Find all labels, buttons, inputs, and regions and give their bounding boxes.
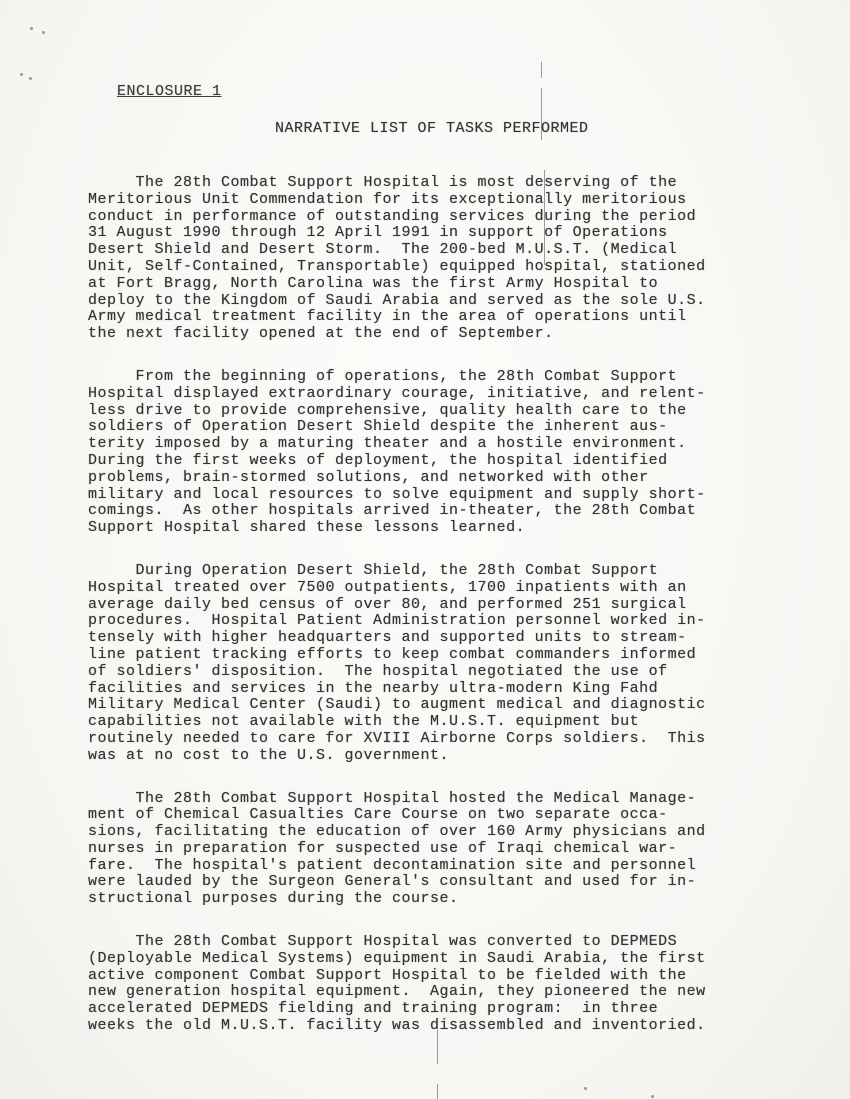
text-line: line patient tracking efforts to keep combat commanders informed [88, 645, 697, 663]
paragraph [88, 934, 810, 1035]
scan-artifact [541, 62, 542, 78]
text-line: From the beginning of operations, the 28th Combat Support [88, 367, 678, 385]
text-line: The 28th Combat Support Hospital is most deserving of the [88, 174, 678, 191]
text-line: military and local resources to solve equipment and supply short- [88, 485, 706, 503]
text-line: capabilities not available with the M.U.S.T. equipment but [88, 713, 640, 731]
scan-artifact [42, 31, 45, 34]
document-body [88, 175, 810, 1035]
scan-artifact [20, 73, 23, 76]
text-line: the next facility opened at the end of September. [88, 325, 554, 343]
text-line: Hospital displayed extraordinary courage, initiative, and relent- [88, 384, 706, 402]
text-line: Meritorious Unit Commendation for its exceptionally meritorious [88, 190, 687, 208]
text-line: average daily bed census of over 80, and performed 251 surgical [88, 595, 687, 613]
text-line: active component Combat Support Hospital to be fielded with the [88, 966, 687, 984]
text-line: terity imposed by a maturing theater and a hostile environment. [88, 435, 687, 453]
text-line: ment of Chemical Casualties Care Course on two separate occa- [88, 806, 668, 824]
scan-artifact [29, 77, 32, 80]
text-line: The 28th Combat Support Hospital was converted to DEPMEDS [88, 933, 678, 951]
scanned-text-area [88, 82, 810, 1035]
text-line: was at no cost to the U.S. government. [88, 746, 450, 764]
text-line: Military Medical Center (Saudi) to augment medical and diagnostic [88, 696, 706, 714]
text-line: routinely needed to care for XVIII Airborne Corps soldiers. This [88, 729, 706, 747]
text-line: sions, facilitating the education of over 160 Army physicians and [88, 823, 706, 841]
text-line: The 28th Combat Support Hospital hosted the Medical Manage- [88, 789, 697, 807]
page-title: NARRATIVE LIST OF TASKS PERFORMED [275, 120, 589, 137]
text-line: accelerated DEPMEDS fielding and training program: in three [88, 1000, 659, 1018]
scan-artifact [584, 1087, 587, 1090]
scan-artifact [651, 1095, 654, 1098]
text-line: Hospital treated over 7500 outpatients, 1700 inpatients with an [88, 578, 687, 596]
text-line: Army medical treatment facility in the area of operations until [88, 308, 687, 326]
text-line: were lauded by the Surgeon General's consultant and used for in- [88, 873, 697, 891]
text-line: fare. The hospital's patient decontamination site and personnel [88, 856, 697, 874]
scan-artifact [30, 27, 33, 30]
text-line: structional purposes during the course. [88, 890, 459, 908]
paragraph [88, 175, 810, 343]
text-line: at Fort Bragg, North Carolina was the first Army Hospital to [88, 274, 659, 292]
text-line: conduct in performance of outstanding services during the period [88, 207, 697, 225]
paragraph [88, 369, 810, 537]
text-line: procedures. Hospital Patient Administration personnel worked in- [88, 612, 706, 630]
text-line: less drive to provide comprehensive, quality health care to the [88, 401, 687, 419]
text-line: tensely with higher headquarters and supported units to stream- [88, 629, 687, 647]
text-line: Support Hospital shared these lessons learned. [88, 519, 526, 537]
text-line: nurses in preparation for suspected use of Iraqi chemical war- [88, 839, 678, 857]
text-line: During Operation Desert Shield, the 28th Combat Support [88, 561, 659, 579]
scan-artifact [437, 1030, 438, 1064]
text-line: Desert Shield and Desert Storm. The 200-bed M.U.S.T. (Medical [88, 241, 678, 259]
text-line: weeks the old M.U.S.T. facility was disassembled and inventoried. [88, 1017, 706, 1035]
text-line: facilities and services in the nearby ultra-modern King Fahd [88, 679, 659, 697]
text-line: During the first weeks of deployment, the hospital identified [88, 451, 668, 469]
text-line: problems, brain-stormed solutions, and networked with other [88, 468, 649, 486]
scan-artifact [437, 1084, 438, 1099]
text-line: Unit, Self-Contained, Transportable) equipped hospital, stationed [88, 257, 706, 275]
text-line: (Deployable Medical Systems) equipment in Saudi Arabia, the first [88, 949, 706, 967]
text-line: deploy to the Kingdom of Saudi Arabia and served as the sole U.S. [88, 291, 706, 309]
text-line: 31 August 1990 through 12 April 1991 in support of Operations [88, 224, 668, 242]
paragraph [88, 563, 810, 765]
enclosure-label: ENCLOSURE 1 [117, 83, 222, 100]
text-line: soldiers of Operation Desert Shield despite the inherent aus- [88, 418, 668, 436]
text-line: new generation hospital equipment. Again, they pioneered the new [88, 983, 706, 1001]
text-line: comings. As other hospitals arrived in-theater, the 28th Combat [88, 502, 697, 520]
paragraph [88, 791, 810, 909]
text-line: of soldiers' disposition. The hospital negotiated the use of [88, 662, 668, 680]
